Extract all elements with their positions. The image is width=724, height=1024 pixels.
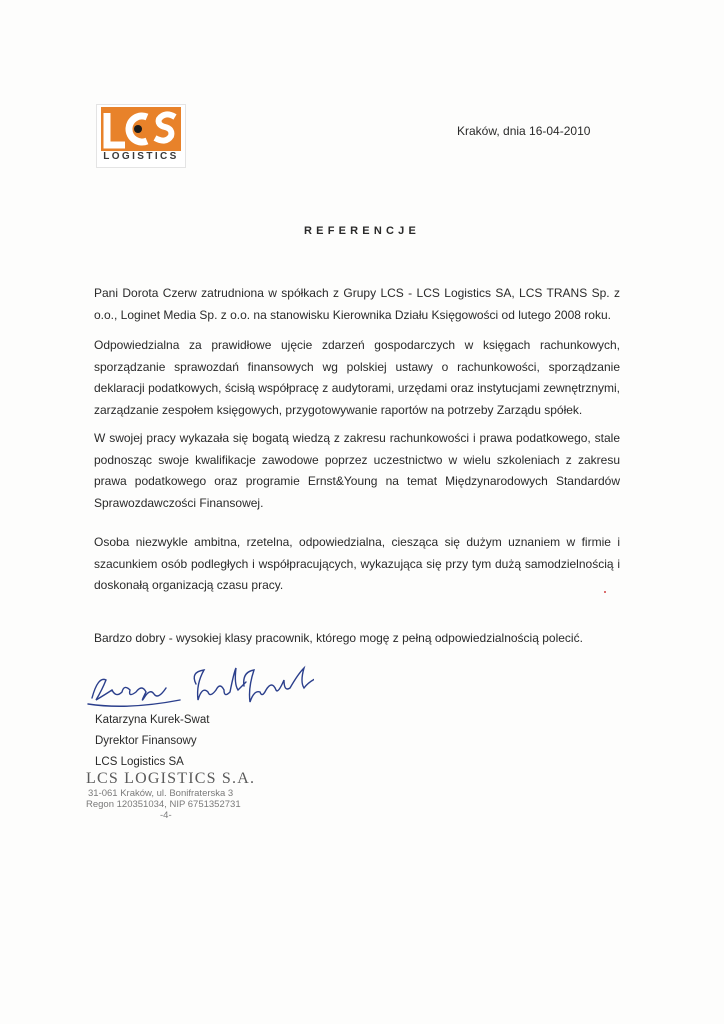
stamp-ids: Regon 120351034, NIP 6751352731 xyxy=(86,799,241,810)
paragraph-text: Odpowiedzialna za prawidłowe ujęcie zdarzeń gospodarczych w księgach rachunkowych, sporządzanie sprawozdań finansowych wg polskiej ustawy o rachunkowości, sporządzanie deklaracji podatkowych, ścisłą współpracę z audytorami, urzędami oraz instytucjami zewnętrznymi, zarządzanie zespołem księgowych, przygotowywanie raportów na potrzeby Zarządu spółek. xyxy=(94,338,620,417)
lcs-logo-mark xyxy=(101,107,181,151)
company-logo xyxy=(96,104,186,168)
paragraph-knowledge xyxy=(94,428,620,514)
paragraph-qualities xyxy=(94,532,620,597)
signer-name: Katarzyna Kurek-Swat xyxy=(95,714,210,726)
letter-date: Kraków, dnia 16-04-2010 xyxy=(457,124,591,138)
signer-block xyxy=(95,710,209,773)
stamp-address: 31-061 Kraków, ul. Bonifraterska 3 xyxy=(88,788,234,799)
signer-position: Dyrektor Finansowy xyxy=(95,735,197,747)
page-number: -4- xyxy=(160,810,172,821)
handwritten-signature xyxy=(84,664,314,716)
stamp-company-name: LCS LOGISTICS S.A. xyxy=(86,770,256,787)
paragraph-employment xyxy=(94,283,620,326)
paragraph-text: Osoba niezwykle ambitna, rzetelna, odpowiedzialna, ciesząca się dużym uznaniem w firmie i szacunkiem osób podległych i współpracujących, wykazująca się przy tym dużą samodzielnością i doskonałą organizacją czasu pracy. xyxy=(94,535,620,593)
paragraph-text: Pani Dorota Czerw zatrudniona w spółkach z Grupy LCS - LCS Logistics SA, LCS TRANS Sp. z o.o., Loginet Media Sp. z o.o. na stanowisku Kierownika Działu Księgowości od lutego 2008 roku. xyxy=(94,286,620,322)
signer-company: LCS Logistics SA xyxy=(95,756,184,768)
paragraph-recommendation xyxy=(94,628,620,650)
paragraph-responsibilities xyxy=(94,335,620,421)
paragraph-text: Bardzo dobry - wysokiej klasy pracownik, którego mogę z pełną odpowiedzialnością polecić. xyxy=(94,631,583,645)
ink-speck xyxy=(604,591,606,593)
logo-subtitle: LOGISTICS xyxy=(103,151,179,162)
company-stamp xyxy=(86,770,266,821)
paragraph-text: W swojej pracy wykazała się bogatą wiedzą z zakresu rachunkowości i prawa podatkowego, stale podnosząc swoje kwalifikacje zawodowe poprzez uczestnictwo w wielu szkoleniach z zakresu prawa podatkowego oraz programie Ernst&Young na temat Międzynarodowych Standardów Sprawozdawczości Finansowej. xyxy=(94,431,620,510)
page-title: REFERENCJE xyxy=(304,225,420,237)
